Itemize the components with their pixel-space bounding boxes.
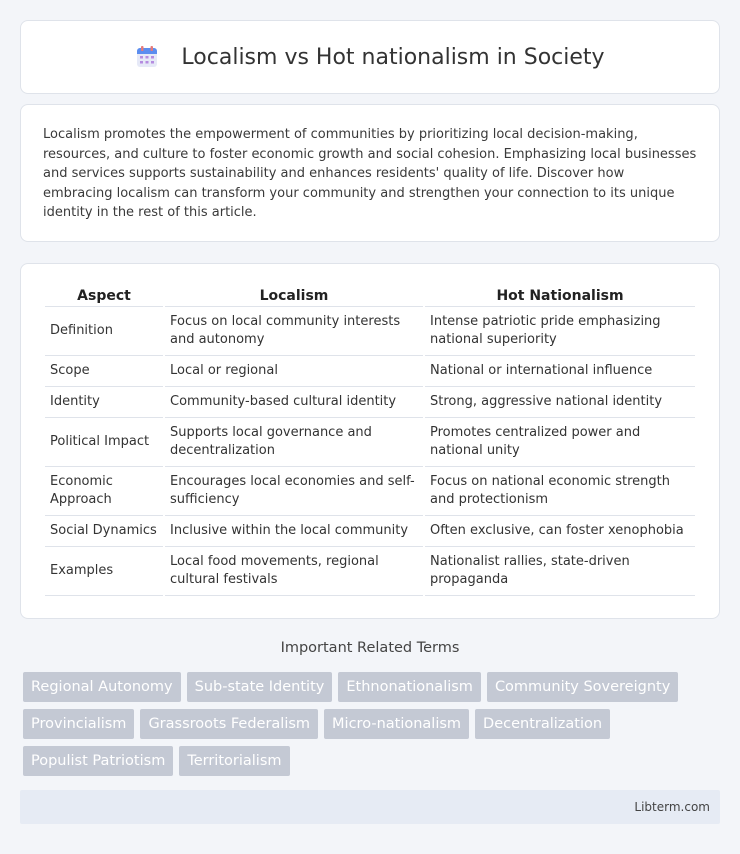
table-row: [45, 467, 695, 516]
table-cell: Supports local governance and decentralization: [165, 418, 423, 467]
table-row: [45, 356, 695, 387]
page-title: Localism vs Hot nationalism in Society: [181, 44, 605, 70]
column-header-localism: Localism: [165, 284, 423, 307]
related-term-tag[interactable]: Sub-state Identity: [187, 672, 333, 702]
comparison-table: [43, 284, 697, 596]
table-cell: Nationalist rallies, state-driven propaganda: [425, 547, 695, 596]
table-cell: Examples: [45, 547, 163, 596]
related-terms-title: Important Related Terms: [280, 640, 460, 656]
table-cell: Local food movements, regional cultural festivals: [165, 547, 423, 596]
table-row: [45, 307, 695, 356]
related-term-tag[interactable]: Regional Autonomy: [23, 672, 181, 702]
table-cell: Promotes centralized power and national unity: [425, 418, 695, 467]
related-term-tag[interactable]: Community Sovereignty: [487, 672, 678, 702]
table-cell: Scope: [45, 356, 163, 387]
table-cell: National or international influence: [425, 356, 695, 387]
related-term-tag[interactable]: Micro-nationalism: [324, 709, 469, 739]
footer-brand-link[interactable]: Libterm.com: [634, 800, 710, 814]
comparison-table-card: [20, 263, 720, 619]
table-row: [45, 418, 695, 467]
table-cell: Definition: [45, 307, 163, 356]
related-term-tag[interactable]: Ethnonationalism: [338, 672, 481, 702]
related-term-tag[interactable]: Grassroots Federalism: [140, 709, 318, 739]
column-header-hot-nationalism: Hot Nationalism: [425, 284, 695, 307]
table-cell: Economic Approach: [45, 467, 163, 516]
table-row: [45, 387, 695, 418]
related-term-tag[interactable]: Populist Patriotism: [23, 746, 173, 776]
column-header-aspect: Aspect: [45, 284, 163, 307]
table-cell: Intense patriotic pride emphasizing national superiority: [425, 307, 695, 356]
calendar-icon: [135, 45, 159, 69]
table-cell: Focus on national economic strength and protectionism: [425, 467, 695, 516]
footer: [20, 790, 720, 824]
table-cell: Focus on local community interests and autonomy: [165, 307, 423, 356]
related-term-tag[interactable]: Provincialism: [23, 709, 134, 739]
table-cell: Strong, aggressive national identity: [425, 387, 695, 418]
table-row: [45, 547, 695, 596]
table-header-row: [45, 284, 695, 307]
related-terms-list: [23, 672, 723, 783]
intro-card: [20, 104, 720, 242]
table-cell: Social Dynamics: [45, 516, 163, 547]
table-cell: Identity: [45, 387, 163, 418]
table-cell: Political Impact: [45, 418, 163, 467]
table-cell: Often exclusive, can foster xenophobia: [425, 516, 695, 547]
intro-text: Localism promotes the empowerment of communities by prioritizing local decision-making, resources, and culture to foster economic growth and social cohesion. Emphasizing local businesses and services supports sustainability and enhances residents' quality of life. Discover how embracing localism can transform your community and strengthen your connection to its unique identity in the rest of this article.: [43, 127, 697, 221]
table-cell: Community-based cultural identity: [165, 387, 423, 418]
table-cell: Encourages local economies and self-sufficiency: [165, 467, 423, 516]
related-term-tag[interactable]: Decentralization: [475, 709, 610, 739]
table-cell: Inclusive within the local community: [165, 516, 423, 547]
title-card: [20, 20, 720, 94]
related-term-tag[interactable]: Territorialism: [179, 746, 289, 776]
table-row: [45, 516, 695, 547]
table-cell: Local or regional: [165, 356, 423, 387]
